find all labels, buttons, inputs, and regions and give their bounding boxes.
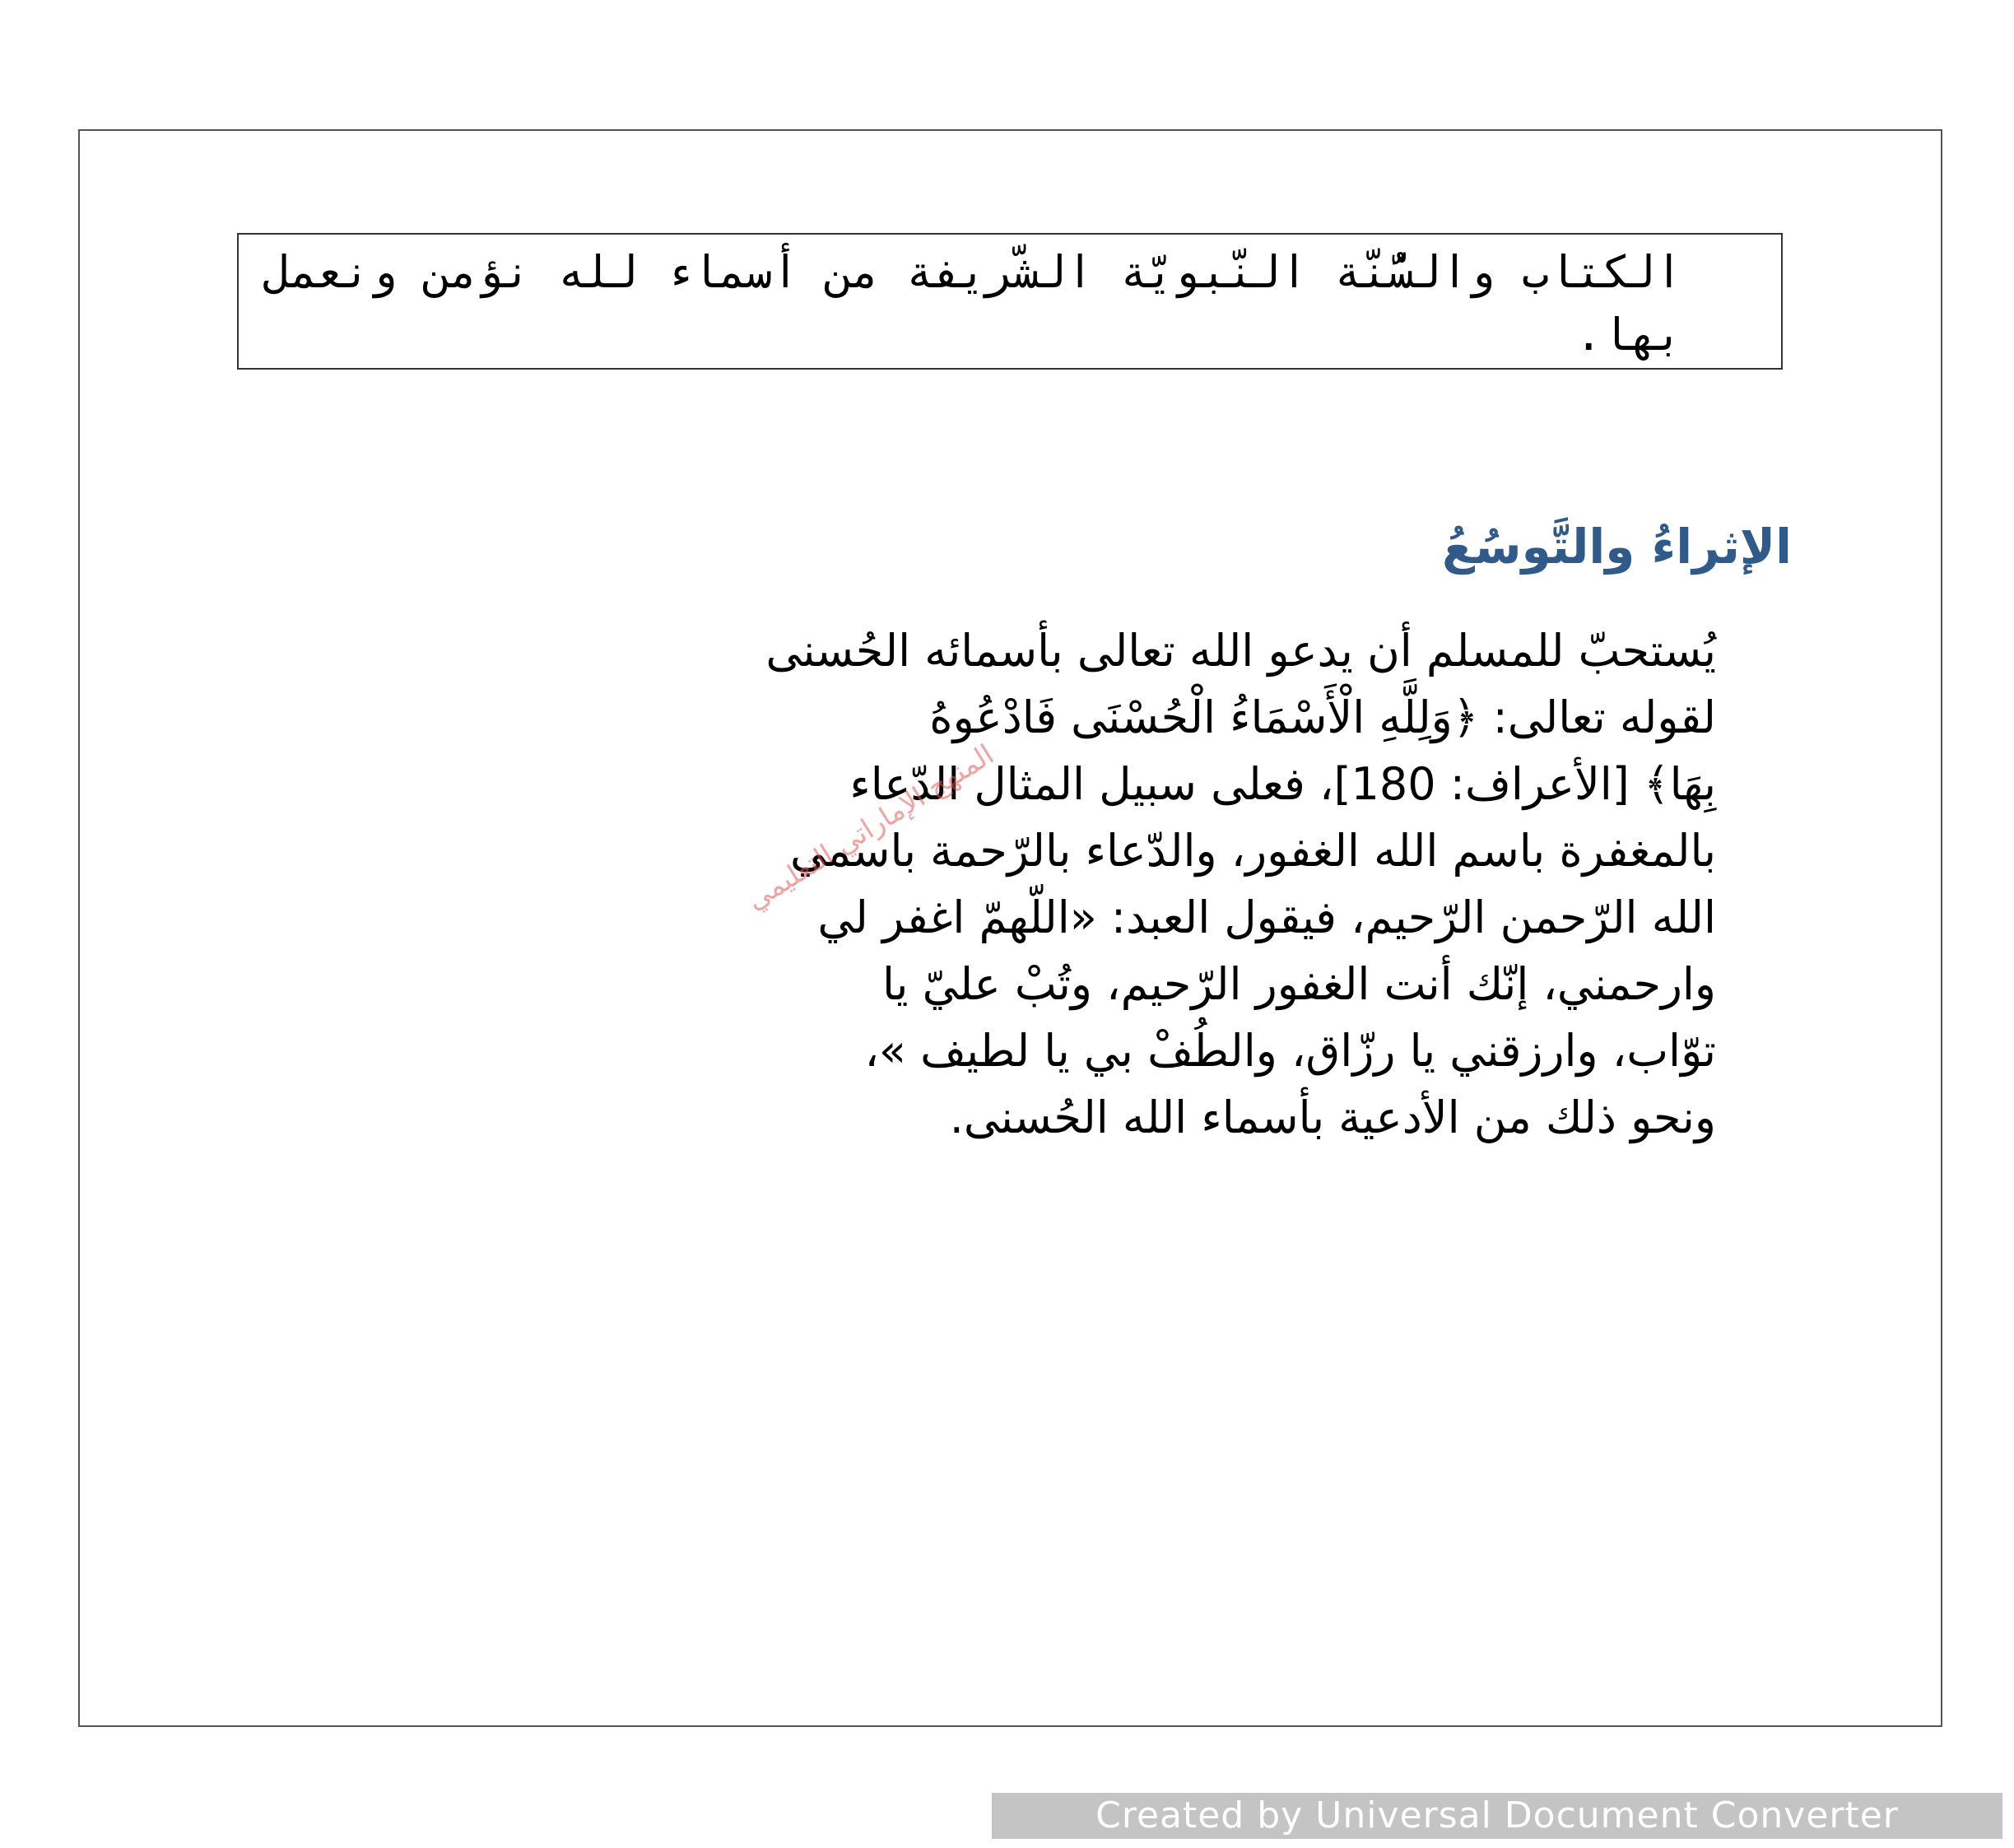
- paragraph-line: ونحو ذلك من الأدعية بأسماء الله الحُسنى.: [949, 1092, 1716, 1143]
- watermark-stamp: المنهج الإماراتي التعليمي: [741, 738, 1000, 917]
- paragraph-line: الله الرّحمن الرّحيم، فيقول العبد: «اللّهمّ اغفر لي: [817, 891, 1716, 943]
- converter-banner: Created by Universal Document Converter: [992, 1793, 2002, 1839]
- top-box-text: الكتاب والسُّنّة النّبويّة الشّريفة من أسماء لله نؤمن ونعمل بها.: [263, 246, 1682, 361]
- paragraph-line: توّاب، وارزقني يا رزّاق، والطُفْ بي يا لطيف »،: [864, 1025, 1716, 1077]
- paragraph-line: بِهَا﴾ [الأعراف: 180]، فعلى سبيل المثال الدّعاء: [849, 758, 1716, 810]
- paragraph-line: لقوله تعالى: ﴿وَلِلَّهِ الْأَسْمَاءُ الْحُسْنَى فَادْعُوهُ: [929, 691, 1716, 743]
- body-paragraph: [325, 617, 1716, 1151]
- paragraph-line: يُستحبّ للمسلم أن يدعو الله تعالى بأسمائه الحُسنى: [765, 625, 1716, 677]
- paragraph-line: وارحمني، إنّك أنت الغفور الرّحيم، وتُبْ عليّ يا: [881, 958, 1716, 1010]
- section-title: الإثراءُ والتَّوسُعُ: [1441, 519, 1792, 575]
- top-text-box: [237, 233, 1783, 370]
- paragraph-line: بالمغفرة باسم الله الغفور، والدّعاء بالرّحمة باسمي: [790, 825, 1716, 877]
